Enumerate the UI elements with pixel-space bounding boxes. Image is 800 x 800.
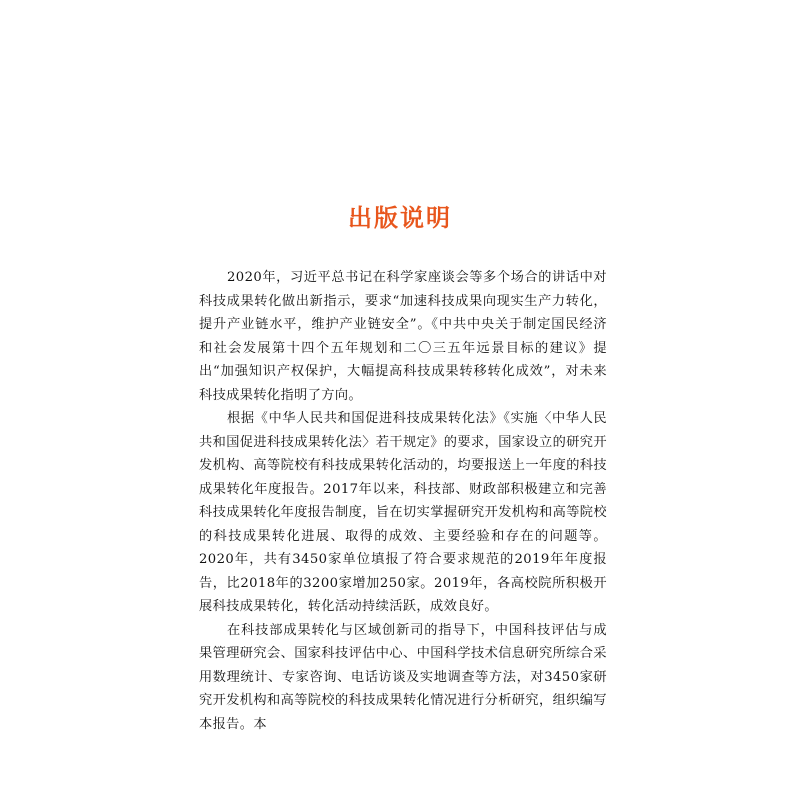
paragraph-1: 2020年，习近平总书记在科学家座谈会等多个场合的讲话中对科技成果转化做出新指示，要求“加速科技成果向现实生产力转化，提升产业链水平，维护产业链安全”。《中共中央关于制定国民经济和社会发展第十四个五年规划和二〇三五年远景目标的建议》提出“加强知识产权保护，大幅提高科技成果转移转化成效”，对未来科技成果转化指明了方向。 — [199, 270, 607, 403]
document-body — [199, 266, 607, 736]
page-title: 出版说明 — [348, 203, 452, 232]
paragraph-2: 根据《中华人民共和国促进科技成果转化法》《实施〈中华人民共和国促进科技成果转化法〉若干规定》的要求，国家设立的研究开发机构、高等院校有科技成果转化活动的，均要报送上一年度的科技成果转化年度报告。2017年以来，科技部、财政部积极建立和完善科技成果转化年度报告制度，旨在切实掌握研究开发机构和高等院校的科技成果转化进展、取得的成效、主要经验和存在的问题等。2020年，共有3450家单位填报了符合要求规范的2019年年度报告，比2018年的3200家增加250家。2019年，各高校院所积极开展科技成果转化，转化活动持续活跃，成效良好。 — [199, 411, 607, 614]
paragraph-3: 在科技部成果转化与区域创新司的指导下，中国科技评估与成果管理研究会、国家科技评估中心、中国科学技术信息研究所综合采用数理统计、专家咨询、电话访谈及实地调查等方法，对3450家研究开发机构和高等院校的科技成果转化情况进行分析研究，组织编写本报告。本 — [199, 622, 607, 732]
